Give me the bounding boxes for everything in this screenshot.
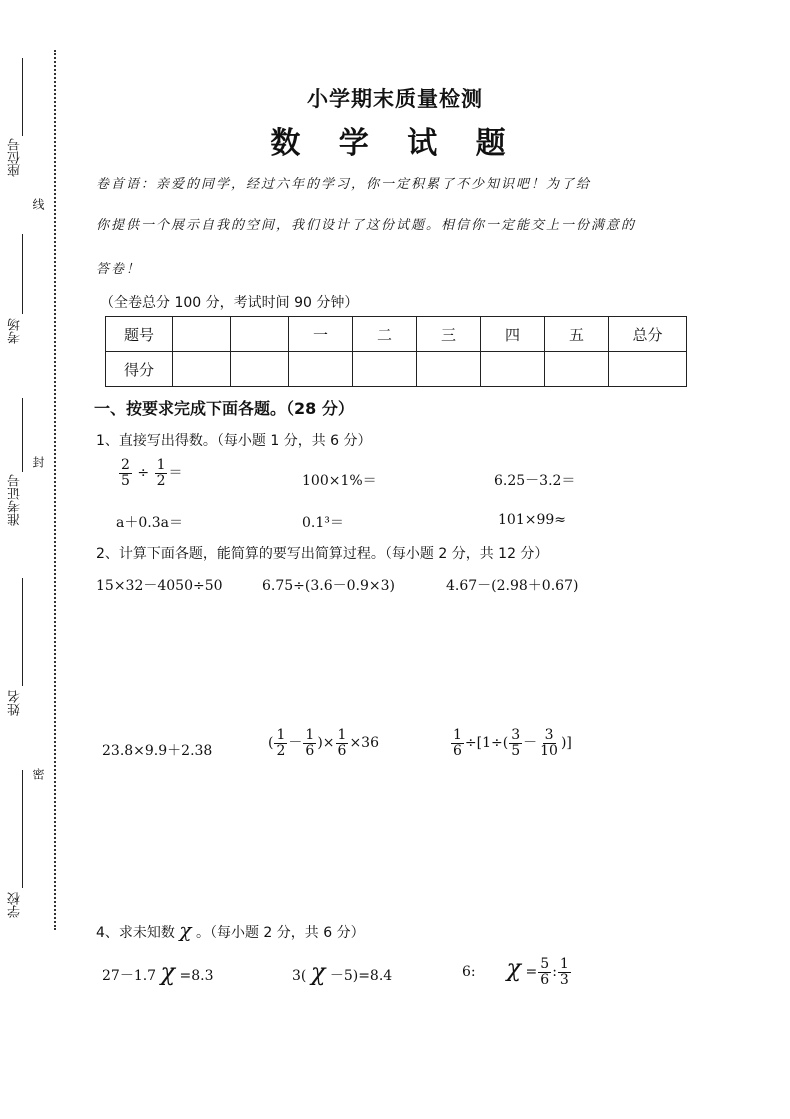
table-header-cell: 题号 <box>106 317 173 352</box>
q2-problem-4: 23.8×9.9＋2.38 <box>102 743 213 759</box>
exam-title: 小学期末质量检测 <box>307 87 483 111</box>
fraction: $\frac{1}{2}$ <box>276 727 286 759</box>
intro-line-1: 卷首语：亲爱的同学，经过六年的学习，你一定积累了不少知识吧！为了给 <box>96 177 592 192</box>
subject-title: 数 学 试 题 <box>270 126 520 161</box>
q1-problem-1: $\frac{2}{5}$ ÷ $\frac{1}{2}$ ＝ <box>121 457 183 489</box>
q4-equation-1: 27－1.7 χ =8.3 <box>102 958 214 986</box>
table-cell[interactable] <box>481 352 545 387</box>
fraction: $\frac{2}{5}$ <box>121 457 130 489</box>
q1-problem-3: 6.25－3.2＝ <box>494 473 576 489</box>
score-table <box>105 316 687 387</box>
name-label: 姓名 <box>8 690 23 716</box>
table-cell[interactable] <box>231 352 289 387</box>
q2-problem-6: $\frac{1}{6}$ ÷[1÷( $\frac{3}{5}$ － $\frac{3}{10}$ )] <box>453 727 572 759</box>
fraction: $\frac{1}{3}$ <box>559 955 569 988</box>
table-header-cell <box>231 317 289 352</box>
exam-room-field[interactable] <box>22 234 23 314</box>
q1-problem-2: 100×1%＝ <box>302 473 377 489</box>
table-header-cell: 三 <box>417 317 481 352</box>
section-1-title: 一、按要求完成下面各题。（28 分） <box>94 399 354 418</box>
table-cell[interactable] <box>173 352 231 387</box>
question-1-title: 1、直接写出得数。（每小题 1 分，共 6 分） <box>96 433 372 449</box>
binding-dotted-line <box>54 50 56 930</box>
q1-problem-4: a＋0.3a＝ <box>116 515 183 531</box>
seal-seal-char: 封 <box>31 456 45 468</box>
seal-line-char: 线 <box>31 198 45 210</box>
question-2-title: 2、计算下面各题，能简算的要写出简算过程。（每小题 2 分，共 12 分） <box>96 546 549 562</box>
school-field[interactable] <box>22 770 23 888</box>
table-header-cell: 五 <box>545 317 609 352</box>
seat-number-label: 座位号 <box>8 138 23 177</box>
table-header-cell: 四 <box>481 317 545 352</box>
table-header-cell <box>173 317 231 352</box>
table-cell[interactable] <box>609 352 687 387</box>
table-header-cell: 二 <box>353 317 417 352</box>
admission-number-field[interactable] <box>22 398 23 472</box>
q4-equation-2: 3( χ －5)=8.4 <box>292 958 393 986</box>
q2-problem-3: 4.67－(2.98＋0.67) <box>446 578 579 594</box>
fraction: $\frac{1}{6}$ <box>453 727 462 759</box>
intro-line-3: 答卷！ <box>96 262 142 277</box>
q2-problem-5: ( $\frac{1}{2}$ － $\frac{1}{6}$ )× $\frac{1}{6}$ ×36 <box>268 727 379 759</box>
table-cell[interactable] <box>289 352 353 387</box>
fraction: $\frac{1}{6}$ <box>337 727 347 759</box>
q4-equation-3: 6: χ = $\frac{5}{6}$ : $\frac{1}{3}$ <box>462 954 569 988</box>
table-cell[interactable] <box>545 352 609 387</box>
fraction: $\frac{3}{5}$ <box>511 727 521 759</box>
intro-line-2: 你提供一个展示自我的空间，我们设计了这份试题。相信你一定能交上一份满意的 <box>96 218 637 233</box>
name-field[interactable] <box>22 578 23 686</box>
table-header-cell: 总分 <box>609 317 687 352</box>
exam-room-label: 考场 <box>8 318 23 344</box>
table-cell: 得分 <box>106 352 173 387</box>
fraction: $\frac{1}{6}$ <box>305 727 315 759</box>
score-table-header-row <box>106 317 687 352</box>
fraction: $\frac{1}{2}$ <box>156 457 166 489</box>
exam-note: （全卷总分 100 分，考试时间 90 分钟） <box>100 295 359 311</box>
fraction: $\frac{3}{10}$ <box>540 727 558 759</box>
fraction: $\frac{5}{6}$ <box>540 955 550 988</box>
admission-number-label: 准考证号 <box>8 474 23 526</box>
unknown-x: χ <box>179 918 192 942</box>
score-table-score-row <box>106 352 687 387</box>
q2-problem-2: 6.75÷(3.6－0.9×3) <box>262 578 395 594</box>
q2-problem-1: 15×32－4050÷50 <box>96 578 223 594</box>
school-label: 学校 <box>8 892 23 918</box>
table-header-cell: 一 <box>289 317 353 352</box>
q1-problem-5: 0.1³＝ <box>302 515 344 531</box>
table-cell[interactable] <box>417 352 481 387</box>
seal-secret-char: 密 <box>31 768 45 780</box>
table-cell[interactable] <box>353 352 417 387</box>
q1-problem-6: 101×99≈ <box>498 512 566 528</box>
question-4-title: 4、求未知数 χ 。（每小题 2 分，共 6 分） <box>96 918 365 942</box>
